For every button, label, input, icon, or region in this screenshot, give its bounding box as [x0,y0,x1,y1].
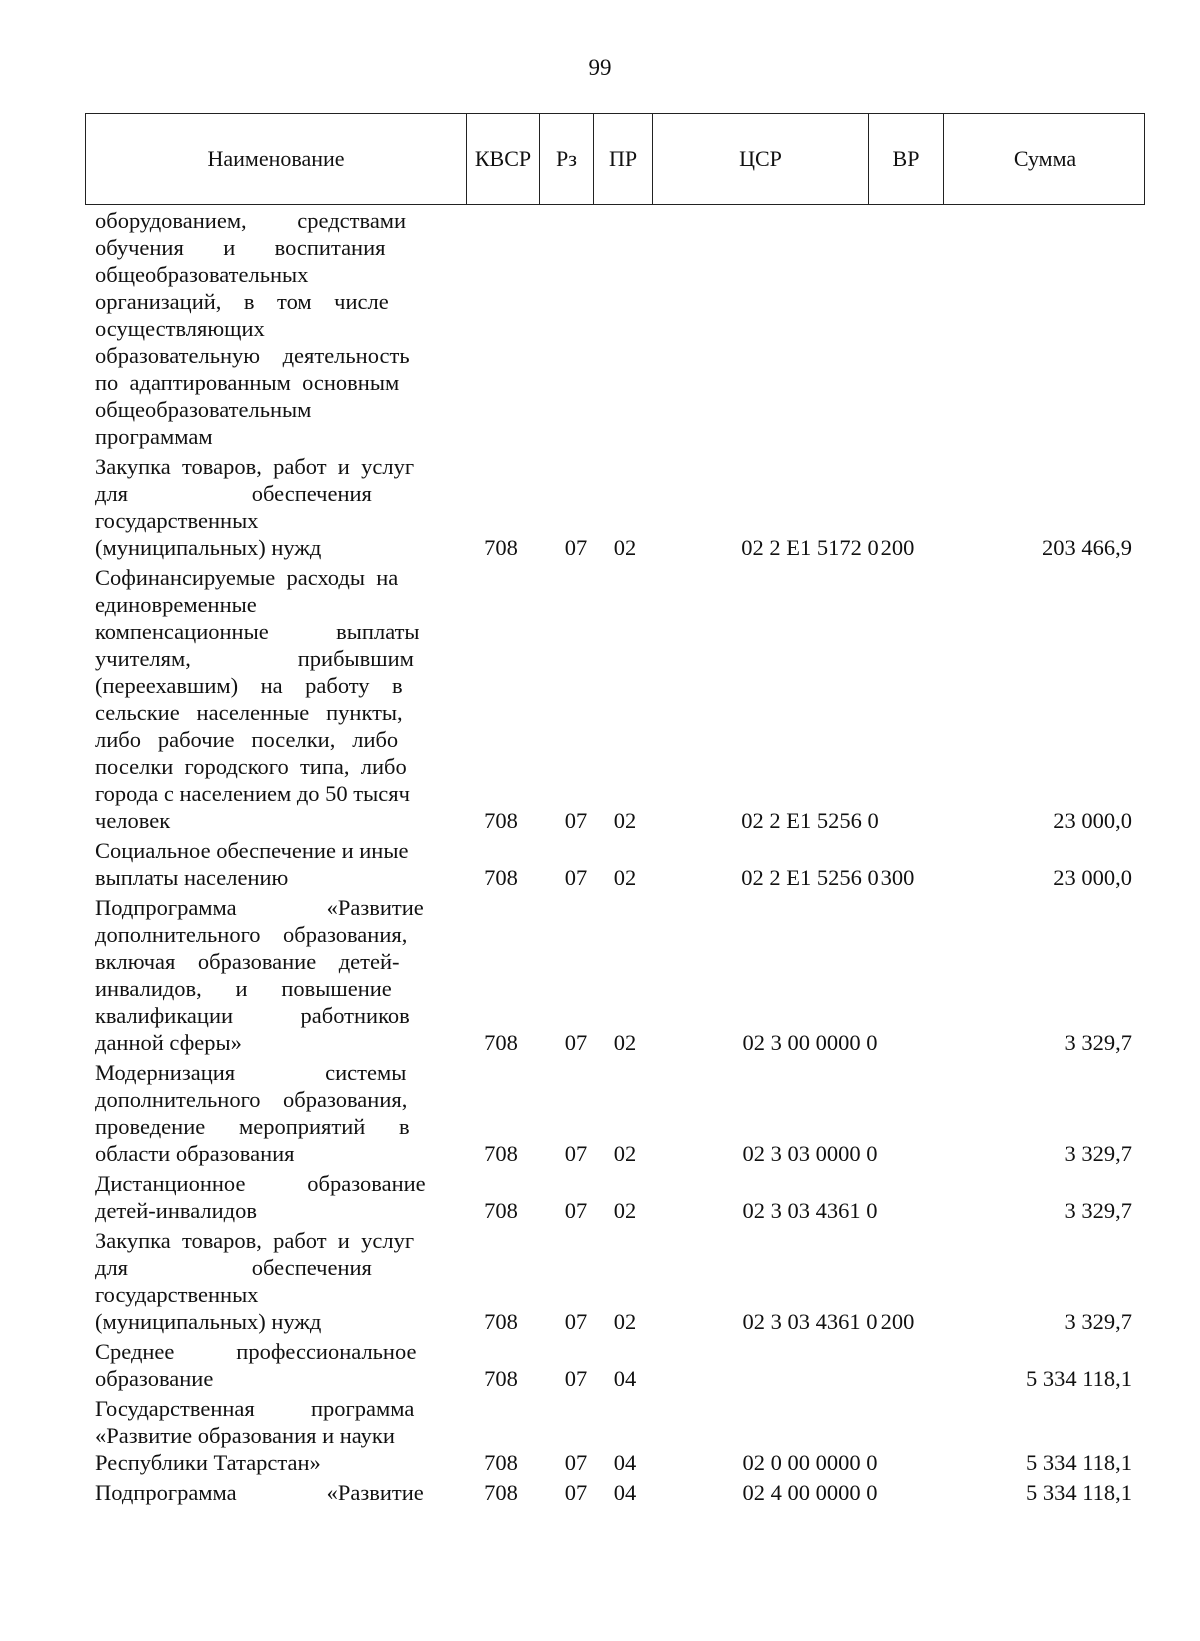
cell-pr: 02 [613,1141,637,1166]
cell-rz: 07 [564,1450,588,1475]
row-name-line: программам [95,424,213,449]
row-name-line: Социальное обеспечение и иные [95,838,409,863]
row-name [95,1059,465,1167]
row-name [95,894,465,1056]
cell-csr: 02 3 03 4361 0 [742,1198,878,1223]
cell-kvsr: 708 [484,1030,518,1055]
row-name-line: единовременные [95,592,257,617]
row-name-line: детей-инвалидов [95,1198,257,1223]
cell-sum: 23 000,0 [1053,865,1132,890]
row-name-line: Среднее профессиональное [95,1339,417,1364]
row-name-line: образовательную деятельность [95,343,410,368]
row-name-line: осуществляющих [95,316,265,341]
cell-csr: 02 2 E1 5172 0 [741,535,879,560]
cell-pr: 02 [613,1030,637,1055]
cell-sum: 3 329,7 [1064,1030,1132,1055]
table-row [85,564,1145,834]
row-name-line: (муниципальных) нужд [95,535,322,560]
row-name-line: компенсационные выплаты [95,619,420,644]
cell-csr: 02 3 03 4361 0 [742,1309,878,1334]
row-name [95,1338,465,1392]
row-name [95,837,465,891]
column-header-sum: Сумма [1013,146,1077,171]
row-name-line: образование [95,1366,214,1391]
row-name [95,1479,465,1506]
cell-kvsr: 708 [484,1450,518,1475]
cell-pr: 04 [613,1480,637,1505]
row-name-line: инвалидов, и повышение [95,976,392,1001]
cell-pr: 04 [613,1366,637,1391]
row-name [95,1170,465,1224]
row-name-line: проведение мероприятий в [95,1114,410,1139]
table-row [85,894,1145,1056]
cell-kvsr: 708 [484,535,518,560]
cell-pr: 02 [613,1198,637,1223]
row-name-line: Государственная программа [95,1396,415,1421]
row-name-line: Подпрограмма «Развитие [95,1480,424,1505]
row-name-line: государственных [95,508,259,533]
row-name-line: данной сферы» [95,1030,242,1055]
row-name-line: квалификации работников [95,1003,410,1028]
cell-vr: 200 [880,535,915,560]
row-name-line: «Развитие образования и науки [95,1423,395,1448]
row-name-line: выплаты населению [95,865,289,890]
cell-rz: 07 [564,1030,588,1055]
column-header-pr: ПР [594,114,653,204]
cell-csr: 02 2 E1 5256 0 [741,808,879,833]
row-name-line: поселки городского типа, либо [95,754,407,779]
row-name [95,564,465,834]
row-name-line: обучения и воспитания [95,235,386,260]
table-row [85,453,1145,561]
cell-kvsr: 708 [484,808,518,833]
page-number: 99 [588,55,612,80]
column-header-vr: ВР [869,114,944,204]
cell-kvsr: 708 [484,865,518,890]
cell-sum: 5 334 118,1 [1025,1450,1132,1475]
cell-rz: 07 [564,865,588,890]
row-name-line: общеобразовательным [95,397,312,422]
row-name [95,1395,465,1476]
row-name-line: по адаптированным основным [95,370,400,395]
cell-pr: 02 [613,808,637,833]
row-name-line: дополнительного образования, [95,1087,408,1112]
row-name-line: Закупка товаров, работ и услуг [95,454,415,479]
row-name [95,1227,465,1335]
table-row [85,207,1145,450]
row-name-line: человек [95,808,171,833]
row-name-line: оборудованием, средствами [95,208,407,233]
row-name-line: общеобразовательных [95,262,309,287]
row-name-line: дополнительного образования, [95,922,408,947]
cell-csr: 02 3 00 0000 0 [742,1030,878,1055]
row-name-line: включая образование детей- [95,949,400,974]
cell-sum: 23 000,0 [1053,808,1132,833]
cell-sum: 5 334 118,1 [1025,1480,1132,1505]
cell-csr: 02 3 03 0000 0 [742,1141,878,1166]
cell-rz: 07 [564,1480,588,1505]
cell-csr: 02 4 00 0000 0 [742,1480,878,1505]
cell-sum: 203 466,9 [1042,535,1132,560]
cell-sum: 3 329,7 [1064,1141,1132,1166]
cell-pr: 02 [613,865,637,890]
row-name-line: Модернизация системы [95,1060,407,1085]
cell-kvsr: 708 [484,1480,518,1505]
cell-csr: 02 0 00 0000 0 [742,1450,878,1475]
row-name-line: города с населением до 50 тысяч [95,781,410,806]
cell-rz: 07 [564,1309,588,1334]
cell-sum: 5 334 118,1 [1025,1366,1132,1391]
row-name-line: Республики Татарстан» [95,1450,321,1475]
row-name-line: (переехавшим) на работу в [95,673,403,698]
table-row [85,1479,1145,1506]
table-row [85,1170,1145,1224]
cell-rz: 07 [564,535,588,560]
column-header-kvsr: КВСР [467,114,540,204]
row-name-line: Софинансируемые расходы на [95,565,399,590]
table-row [85,837,1145,891]
table-row [85,1338,1145,1392]
table-row [85,1059,1145,1167]
row-name-line: сельские населенные пункты, [95,700,403,725]
cell-kvsr: 708 [484,1366,518,1391]
cell-rz: 07 [564,1366,588,1391]
row-name-line: (муниципальных) нужд [95,1309,322,1334]
table-row [85,1227,1145,1335]
table-row [85,1395,1145,1476]
column-header-rz: Рз [540,114,594,204]
row-name-line: Дистанционное образование [95,1171,426,1196]
cell-pr: 02 [613,535,637,560]
row-name-line: либо рабочие поселки, либо [95,727,399,752]
cell-rz: 07 [564,1141,588,1166]
cell-csr: 02 2 E1 5256 0 [741,865,879,890]
cell-kvsr: 708 [484,1198,518,1223]
cell-kvsr: 708 [484,1309,518,1334]
cell-vr: 200 [880,1309,915,1334]
row-name [95,207,465,450]
cell-sum: 3 329,7 [1064,1198,1132,1223]
cell-pr: 02 [613,1309,637,1334]
row-name-line: учителям, прибывшим [95,646,414,671]
cell-rz: 07 [564,1198,588,1223]
table-body [85,207,1145,1509]
cell-rz: 07 [564,808,588,833]
column-header-csr: ЦСР [653,114,869,204]
column-header-name: Наименование [86,114,467,204]
row-name [95,453,465,561]
row-name-line: Подпрограмма «Развитие [95,895,424,920]
row-name-line: государственных [95,1282,259,1307]
row-name-line: Закупка товаров, работ и услуг [95,1228,415,1253]
row-name-line: для обеспечения [95,481,372,506]
cell-vr: 300 [880,865,915,890]
row-name-line: организаций, в том числе [95,289,389,314]
cell-kvsr: 708 [484,1141,518,1166]
cell-pr: 04 [613,1450,637,1475]
row-name-line: для обеспечения [95,1255,372,1280]
table-header [85,113,1145,205]
cell-sum: 3 329,7 [1064,1309,1132,1334]
row-name-line: области образования [95,1141,295,1166]
